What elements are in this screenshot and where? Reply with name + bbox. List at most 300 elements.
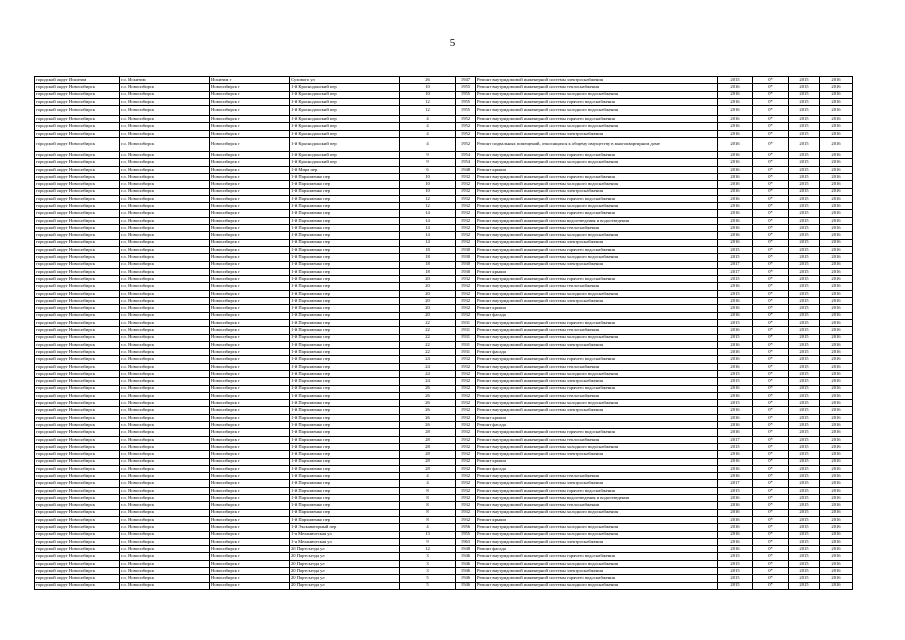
cell-cost: 0* [753,210,789,217]
cell-house-number: 9 [400,152,456,159]
cell-work-type: Ремонт внутридомовой инженерной системы холодного водоснабжения [476,232,718,239]
cell-cost: 0* [753,203,789,210]
cell-build-year: 1932 [456,195,476,202]
cell-period-start: 2015 [789,217,820,224]
cell-settlement: г.о. Новосибирск [120,138,210,152]
cell-plan-year: 2015 [718,378,753,385]
cell-cost: 0* [753,254,789,261]
cell-work-type: Ремонт подвальных помещений, относящихся к общему имуществу в многоквартирном доме [476,138,718,152]
cell-period-start: 2015 [789,188,820,195]
cell-period-end: 2016 [820,319,853,326]
cell-plan-year: 2015 [718,334,753,341]
cell-work-type: Ремонт внутридомовой инженерной системы холодного водоснабжения [476,106,718,116]
cell-locality: Новосибирск г [210,106,290,116]
cell-cost: 0* [753,239,789,246]
cell-period-start: 2015 [789,123,820,130]
cell-build-year: 1932 [456,473,476,480]
cell-street: 1-й Пархоменко пер [290,356,400,363]
cell-street: 1-й Краснодонский пер [290,138,400,152]
cell-street: 1-й Пархоменко пер [290,400,400,407]
cell-cost: 0* [753,283,789,290]
table-row [35,378,853,385]
table-row [35,203,853,210]
cell-settlement: г.о. Новосибирск [120,327,210,334]
cell-street: 20 Партсъезда ул [290,575,400,582]
cell-house-number: 12 [400,195,456,202]
cell-house-number: 26 [400,392,456,399]
cell-house-number: 4 [400,130,456,137]
cell-period-end: 2016 [820,436,853,443]
cell-period-start: 2015 [789,319,820,326]
cell-municipality: городской округ Новосибирск [35,84,120,91]
cell-locality: Новосибирск г [210,334,290,341]
cell-house-number: 18 [400,261,456,268]
cell-house-number: 24 [400,363,456,370]
cell-period-end: 2016 [820,546,853,553]
table-row [35,516,853,523]
cell-build-year: 1932 [456,480,476,487]
cell-period-start: 2015 [789,305,820,312]
cell-period-start: 2015 [789,356,820,363]
cell-work-type: Ремонт внутридомовой инженерной системы теплоснабжения [476,502,718,509]
cell-work-type: Ремонт внутридомовой инженерной системы горячего водоснабжения [476,487,718,494]
table-row [35,152,853,159]
cell-street: 1-й Пархоменко пер [290,509,400,516]
cell-plan-year: 2016 [718,341,753,348]
cell-period-start: 2015 [789,560,820,567]
cell-plan-year: 2016 [718,524,753,531]
cell-period-start: 2015 [789,568,820,575]
cell-settlement: г.о. Новосибирск [120,106,210,116]
cell-cost: 0* [753,495,789,502]
cell-plan-year: 2016 [718,429,753,436]
cell-settlement: г.о. Новосибирск [120,400,210,407]
cell-period-start: 2015 [789,400,820,407]
cell-locality: Новосибирск г [210,458,290,465]
cell-period-start: 2015 [789,91,820,98]
table-row [35,84,853,91]
cell-cost: 0* [753,173,789,180]
cell-municipality: городской округ Новосибирск [35,319,120,326]
cell-cost: 0* [753,400,789,407]
cell-municipality: городской округ Новосибирск [35,378,120,385]
cell-municipality: городской округ Новосибирск [35,327,120,334]
cell-period-end: 2016 [820,538,853,545]
cell-municipality: городской округ Новосибирск [35,465,120,472]
table-row [35,480,853,487]
cell-street: 1-й Пархоменко пер [290,495,400,502]
cell-locality: Новосибирск г [210,327,290,334]
cell-house-number: 8 [400,495,456,502]
cell-settlement: г.о. Новосибирск [120,123,210,130]
cell-period-start: 2015 [789,181,820,188]
table-row [35,524,853,531]
table-row [35,195,853,202]
cell-plan-year: 2016 [718,210,753,217]
cell-build-year: 1932 [456,181,476,188]
cell-settlement: г.о. Новосибирск [120,538,210,545]
cell-work-type: Ремонт фасада [476,546,718,553]
cell-build-year: 1931 [456,319,476,326]
cell-plan-year: 2016 [718,91,753,98]
cell-municipality: городской округ Новосибирск [35,276,120,283]
cell-plan-year: 2016 [718,232,753,239]
cell-build-year: 1932 [456,217,476,224]
cell-work-type: Ремонт внутридомовой инженерной системы холодного водоснабжения [476,123,718,130]
cell-plan-year: 2015 [718,560,753,567]
cell-work-type: Ремонт внутридомовой инженерной системы холодного водоснабжения [476,181,718,188]
cell-street: 1-й Экскаваторный пер [290,524,400,531]
cell-cost: 0* [753,378,789,385]
table-row [35,106,853,116]
cell-cost: 0* [753,422,789,429]
cell-street: 1-й Пархоменко пер [290,473,400,480]
cell-build-year: 1932 [456,516,476,523]
cell-period-start: 2015 [789,232,820,239]
cell-locality: Новосибирск г [210,225,290,232]
cell-locality: Новосибирск г [210,217,290,224]
cell-build-year: 1947 [456,77,476,84]
cell-street: 1-й Пархоменко пер [290,327,400,334]
cell-period-start: 2015 [789,582,820,589]
cell-cost: 0* [753,268,789,275]
cell-locality: Новосибирск г [210,465,290,472]
cell-period-start: 2015 [789,414,820,421]
cell-period-end: 2016 [820,363,853,370]
cell-build-year: 1932 [456,414,476,421]
cell-period-end: 2016 [820,356,853,363]
cell-street: 1-й Пархоменко пер [290,181,400,188]
cell-plan-year: 2016 [718,422,753,429]
cell-build-year: 1952 [456,123,476,130]
cell-municipality: городской округ Новосибирск [35,575,120,582]
table-row [35,487,853,494]
cell-plan-year: 2016 [718,502,753,509]
cell-settlement: г.о. Новосибирск [120,276,210,283]
cell-municipality: городской округ Новосибирск [35,582,120,589]
cell-street: 1-й Пархоменко пер [290,312,400,319]
cell-period-end: 2016 [820,159,853,166]
cell-municipality: городской округ Новосибирск [35,531,120,538]
cell-house-number: 26 [400,385,456,392]
cell-house-number: 4 [400,473,456,480]
cell-period-end: 2016 [820,276,853,283]
table-row [35,553,853,560]
cell-period-end: 2016 [820,217,853,224]
cell-settlement: г.о. Новосибирск [120,495,210,502]
cell-municipality: городской округ Новосибирск [35,568,120,575]
cell-work-type: Ремонт внутридомовой инженерной системы электроснабжения [476,538,718,545]
cell-cost: 0* [753,509,789,516]
table-row [35,138,853,152]
cell-house-number: 18 [400,268,456,275]
cell-locality: Новосибирск г [210,546,290,553]
cell-municipality: городской округ Новосибирск [35,195,120,202]
cell-street: 1-й Пархоменко пер [290,173,400,180]
cell-build-year: 1931 [456,341,476,348]
cell-build-year: 1954 [456,152,476,159]
cell-house-number: 28 [400,458,456,465]
cell-settlement: г.о. Новосибирск [120,341,210,348]
cell-locality: Новосибирск г [210,203,290,210]
cell-build-year: 1932 [456,495,476,502]
cell-work-type: Ремонт крыши [476,516,718,523]
cell-build-year: 1931 [456,349,476,356]
cell-plan-year: 2016 [718,116,753,123]
cell-street: 1-й Пархоменко пер [290,385,400,392]
table-row [35,451,853,458]
cell-street: 1-й Пархоменко пер [290,290,400,297]
cell-street: 1-й Мира пер [290,166,400,173]
cell-settlement: г.о. Новосибирск [120,516,210,523]
cell-locality: Новосибирск г [210,276,290,283]
cell-locality: Новосибирск г [210,443,290,450]
cell-street: 20 Партсъезда ул [290,582,400,589]
cell-locality: Новосибирск г [210,414,290,421]
table-row [35,575,853,582]
cell-period-start: 2015 [789,392,820,399]
cell-settlement: г.о. Новосибирск [120,370,210,377]
cell-settlement: г.о. Новосибирск [120,560,210,567]
cell-period-end: 2016 [820,261,853,268]
cell-build-year: 1954 [456,159,476,166]
table-row [35,436,853,443]
cell-period-end: 2016 [820,465,853,472]
cell-locality: Новосибирск г [210,516,290,523]
cell-settlement: г.о. Новосибирск [120,502,210,509]
cell-settlement: г.о. Новосибирск [120,407,210,414]
cell-house-number: 10 [400,91,456,98]
cell-work-type: Ремонт внутридомовой инженерной системы горячего водоснабжения [476,210,718,217]
cell-house-number: 14 [400,225,456,232]
cell-period-end: 2016 [820,173,853,180]
cell-settlement: г.о. Новосибирск [120,173,210,180]
cell-cost: 0* [753,217,789,224]
cell-plan-year: 2017 [718,436,753,443]
cell-period-end: 2016 [820,480,853,487]
cell-street: 1-й Краснодонский пер [290,84,400,91]
cell-build-year: 1932 [456,509,476,516]
cell-house-number: 22 [400,334,456,341]
cell-settlement: г.о. Новосибирск [120,422,210,429]
cell-build-year: 1932 [456,378,476,385]
cell-municipality: городской округ Новосибирск [35,356,120,363]
table-row [35,130,853,137]
cell-period-start: 2015 [789,473,820,480]
cell-cost: 0* [753,473,789,480]
table-row [35,123,853,130]
cell-municipality: городской округ Новосибирск [35,407,120,414]
cell-period-start: 2015 [789,98,820,105]
cell-plan-year: 2016 [718,414,753,421]
cell-work-type: Ремонт внутридомовой инженерной системы электроснабжения [476,378,718,385]
cell-locality: Новосибирск г [210,436,290,443]
cell-build-year: 1946 [456,560,476,567]
cell-municipality: городской округ Новосибирск [35,422,120,429]
cell-locality: Новосибирск г [210,538,290,545]
table-row [35,298,853,305]
cell-period-start: 2015 [789,283,820,290]
table-row [35,166,853,173]
table-row [35,385,853,392]
cell-period-end: 2016 [820,429,853,436]
cell-house-number: 10 [400,84,456,91]
cell-period-start: 2015 [789,173,820,180]
cell-plan-year: 2016 [718,349,753,356]
cell-period-end: 2016 [820,487,853,494]
cell-work-type: Ремонт фасада [476,349,718,356]
cell-street: 1-й Пархоменко пер [290,319,400,326]
table-row [35,210,853,217]
cell-build-year: 1955 [456,84,476,91]
cell-settlement: г.о. Новосибирск [120,283,210,290]
cell-locality: Новосибирск г [210,188,290,195]
cell-build-year: 1932 [456,290,476,297]
cell-settlement: г.о. Искитим [120,77,210,84]
cell-plan-year: 2016 [718,312,753,319]
cell-build-year: 1946 [456,575,476,582]
cell-period-start: 2015 [789,516,820,523]
cell-work-type: Ремонт внутридомовой инженерной системы теплоснабжения [476,436,718,443]
cell-period-end: 2016 [820,98,853,105]
cell-work-type: Ремонт внутридомовой инженерной системы теплоснабжения [476,283,718,290]
cell-period-end: 2016 [820,400,853,407]
cell-house-number: 26 [400,407,456,414]
cell-build-year: 1932 [456,312,476,319]
cell-locality: Новосибирск г [210,116,290,123]
cell-street: 20 Партсъезда ул [290,568,400,575]
cell-plan-year: 2016 [718,356,753,363]
cell-locality: Новосибирск г [210,319,290,326]
cell-street: 20 Партсъезда ул [290,560,400,567]
cell-settlement: г.о. Новосибирск [120,487,210,494]
cell-work-type: Ремонт внутридомовой инженерной системы теплоснабжения [476,473,718,480]
cell-work-type: Ремонт внутридомовой инженерной системы холодного водоснабжения [476,400,718,407]
cell-period-end: 2016 [820,312,853,319]
cell-settlement: г.о. Новосибирск [120,290,210,297]
cell-period-end: 2016 [820,268,853,275]
cell-build-year: 1932 [456,239,476,246]
cell-cost: 0* [753,385,789,392]
cell-settlement: г.о. Новосибирск [120,392,210,399]
cell-house-number: 28 [400,443,456,450]
table-row [35,414,853,421]
cell-house-number: 26 [400,422,456,429]
cell-period-end: 2016 [820,414,853,421]
cell-locality: Новосибирск г [210,363,290,370]
cell-period-start: 2015 [789,246,820,253]
cell-period-start: 2015 [789,327,820,334]
cell-period-start: 2015 [789,298,820,305]
cell-municipality: городской округ Новосибирск [35,436,120,443]
cell-build-year: 1932 [456,298,476,305]
cell-settlement: г.о. Новосибирск [120,268,210,275]
cell-municipality: городской округ Новосибирск [35,334,120,341]
cell-work-type: Ремонт внутридомовой инженерной системы теплоснабжения [476,327,718,334]
cell-plan-year: 2016 [718,283,753,290]
cell-plan-year: 2016 [718,225,753,232]
cell-municipality: городской округ Новосибирск [35,429,120,436]
cell-period-end: 2016 [820,334,853,341]
cell-house-number: 22 [400,327,456,334]
table-row [35,531,853,538]
cell-plan-year: 2016 [718,166,753,173]
cell-cost: 0* [753,370,789,377]
table-row [35,363,853,370]
cell-settlement: г.о. Новосибирск [120,429,210,436]
cell-cost: 0* [753,312,789,319]
cell-period-end: 2016 [820,473,853,480]
cell-house-number: 12 [400,546,456,553]
table-row [35,188,853,195]
cell-build-year: 1932 [456,407,476,414]
cell-house-number: 20 [400,276,456,283]
cell-cost: 0* [753,560,789,567]
cell-street: 1-й Пархоменко пер [290,217,400,224]
cell-work-type: Ремонт крыши [476,414,718,421]
cell-work-type: Ремонт внутридомовой инженерной системы холодного водоснабжения [476,159,718,166]
cell-municipality: городской округ Новосибирск [35,516,120,523]
cell-cost: 0* [753,575,789,582]
cell-build-year: 1952 [456,130,476,137]
cell-house-number: 8 [400,509,456,516]
cell-street: 1-й Краснодонский пер [290,123,400,130]
cell-period-end: 2016 [820,560,853,567]
cell-house-number: 20 [400,298,456,305]
cell-settlement: г.о. Новосибирск [120,195,210,202]
cell-cost: 0* [753,349,789,356]
cell-locality: Искитим г [210,77,290,84]
cell-house-number: 14 [400,232,456,239]
table-row [35,568,853,575]
cell-build-year: 1946 [456,568,476,575]
cell-period-start: 2015 [789,524,820,531]
cell-municipality: городской округ Новосибирск [35,414,120,421]
cell-work-type: Ремонт внутридомовой инженерной системы холодного водоснабжения [476,290,718,297]
cell-street: 1-й Пархоменко пер [290,225,400,232]
cell-plan-year: 2016 [718,509,753,516]
cell-settlement: г.о. Новосибирск [120,465,210,472]
cell-municipality: городской округ Новосибирск [35,98,120,105]
cell-period-start: 2015 [789,465,820,472]
cell-plan-year: 2016 [718,451,753,458]
cell-municipality: городской округ Новосибирск [35,502,120,509]
cell-work-type: Ремонт внутридомовой инженерной системы холодного водоснабжения [476,582,718,589]
table-row [35,319,853,326]
cell-plan-year: 2016 [718,152,753,159]
cell-settlement: г.о. Новосибирск [120,443,210,450]
cell-plan-year: 2016 [718,130,753,137]
cell-work-type: Ремонт внутридомовой инженерной системы электроснабжения [476,239,718,246]
cell-house-number: 28 [400,451,456,458]
cell-cost: 0* [753,516,789,523]
table-row [35,181,853,188]
cell-settlement: г.о. Новосибирск [120,356,210,363]
cell-build-year: 1932 [456,422,476,429]
cell-build-year: 1932 [456,363,476,370]
cell-municipality: городской округ Новосибирск [35,538,120,545]
cell-street: 1-й Пархоменко пер [290,480,400,487]
cell-plan-year: 2015 [718,575,753,582]
cell-locality: Новосибирск г [210,254,290,261]
cell-period-end: 2016 [820,116,853,123]
cell-plan-year: 2016 [718,538,753,545]
cell-locality: Новосибирск г [210,130,290,137]
cell-street: 1-я Механическая ул [290,531,400,538]
cell-locality: Новосибирск г [210,261,290,268]
table-row [35,268,853,275]
cell-plan-year: 2016 [718,465,753,472]
